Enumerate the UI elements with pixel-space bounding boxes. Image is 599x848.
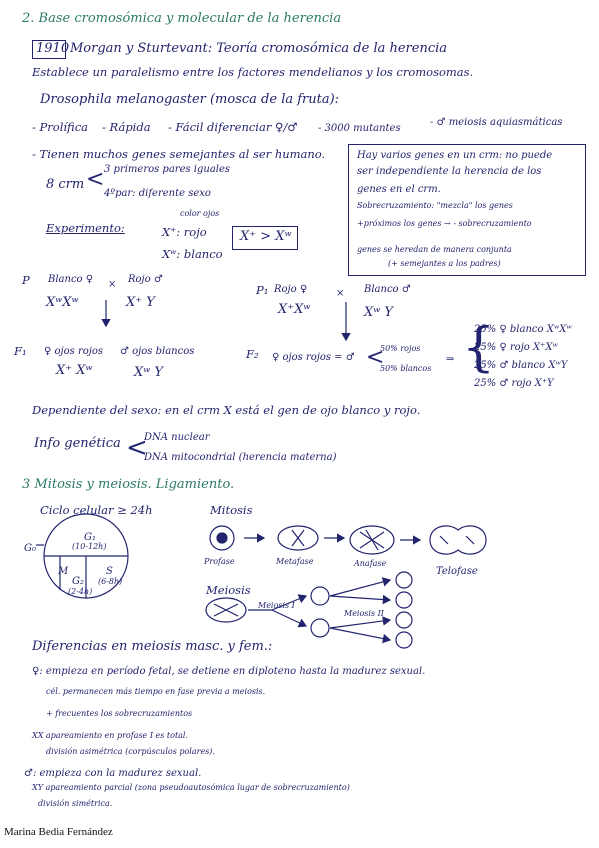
section-3-heading: 3 Mitosis y meiosis. Ligamiento. xyxy=(22,477,235,492)
m-label: M xyxy=(58,566,69,577)
genetic-info-label: Info genética xyxy=(34,436,121,451)
trait-mutants: - 3000 mutantes xyxy=(318,123,401,134)
left-p-male-geno: X⁺ Y xyxy=(126,295,155,310)
mitosis-label: Mitosis xyxy=(210,503,253,517)
genetic-info-mito: DNA mitocondrial (herencia materna) xyxy=(144,452,337,463)
g0-label: G₀ xyxy=(24,543,36,554)
note-line-3: genes en el crm. xyxy=(357,184,441,195)
left-f1-male-geno: Xʷ Y xyxy=(134,365,163,380)
meiosis-diagram xyxy=(206,572,412,648)
meiosis-1-label: Meiosis I xyxy=(258,601,295,610)
eye-color-label: color ojos xyxy=(180,209,220,218)
result-2: 25% ♀ rojo X⁺Xʷ xyxy=(474,342,558,353)
theory-title: Morgan y Sturtevant: Teoría cromosómica de la herencia xyxy=(70,41,448,56)
left-times: × xyxy=(108,279,117,290)
diff-line-4: XX apareamiento en profase I es total. xyxy=(32,731,189,740)
right-p-female-geno: X⁺Xʷ xyxy=(278,302,311,317)
right-p-label: P₁ xyxy=(256,283,269,297)
right-times: × xyxy=(336,288,345,299)
result-1: 25% ♀ blanco XʷXʷ xyxy=(474,324,572,335)
sex-linked-text: Dependiente del sexo: en el crm X está el gen de ojo blanco y rojo. xyxy=(32,403,421,417)
section-2-heading: 2. Base cromosómica y molecular de la herencia xyxy=(22,11,342,26)
crm-line-1: 3 primeros pares iguales xyxy=(104,164,231,175)
diff-line-7: XY apareamiento parcial (zona pseudoautosómica lugar de sobrecruzamiento) xyxy=(32,783,350,792)
results-brace: { xyxy=(462,318,496,378)
note-line-6: genes se heredan de manera conjunta xyxy=(357,245,512,254)
prophase-cell-icon xyxy=(210,526,234,550)
g1-label: G₁ xyxy=(84,532,96,543)
left-p-male: Rojo ♂ xyxy=(128,274,163,285)
year: 1910 xyxy=(36,41,70,56)
genetic-info-nuclear: DNA nuclear xyxy=(144,432,210,443)
right-p-female: Rojo ♀ xyxy=(274,284,308,295)
diff-line-2: cél. permanecen más tiempo en fase previa a meiosis. xyxy=(46,687,266,696)
mitosis-diagram xyxy=(210,526,486,554)
left-p-label: P xyxy=(22,273,30,287)
left-p-female-geno: XʷXʷ xyxy=(46,295,79,310)
dominance-text: X⁺ > Xʷ xyxy=(240,229,292,244)
note-line-2: ser independiente la herencia de los xyxy=(357,166,542,177)
s-time: (6-8h) xyxy=(98,577,123,586)
note-line-4: Sobrecruzamiento: "mezcla" los genes xyxy=(357,201,513,210)
anaphase-cell-icon xyxy=(350,526,394,554)
cell-cycle-label: Ciclo celular ≥ 24h xyxy=(40,503,153,517)
meiosis-2-label: Meiosis II xyxy=(344,609,384,618)
diff-line-8: división simétrica. xyxy=(38,799,113,808)
meiosis-label: Meiosis xyxy=(206,583,251,597)
crm-brace: < xyxy=(86,167,105,192)
x-white-allele: Xʷ: blanco xyxy=(162,247,223,261)
note-line-5: +próximos los genes → - sobrecruzamiento xyxy=(357,219,532,228)
trait-fast: - Rápida xyxy=(102,120,151,134)
s-label: S xyxy=(106,566,113,577)
crm-count: 8 crm xyxy=(46,177,85,192)
f2-split-white: 50% blancos xyxy=(380,364,432,373)
metaphase-cell-icon xyxy=(278,526,318,550)
experiment-label: Experimento: xyxy=(46,221,125,235)
differences-title: Diferencias en meiosis masc. y fem.: xyxy=(32,639,273,654)
telophase-cell-icon xyxy=(430,526,486,554)
note-line-1: Hay varios genes en un crm: no puede xyxy=(357,150,553,161)
result-4: 25% ♂ rojo X⁺Y xyxy=(474,378,554,389)
organism-title: Drosophila melanogaster (mosca de la fruta): xyxy=(40,92,340,107)
g1-time: (10-12h) xyxy=(72,542,107,551)
diff-line-3: + frecuentes los sobrecruzamientos xyxy=(46,709,193,718)
note-line-7: (+ semejantes a los padres) xyxy=(388,259,501,268)
phase-anaphase: Anafase xyxy=(354,559,387,568)
phase-prophase: Profase xyxy=(204,557,235,566)
author-footer: Marina Bedia Fernández xyxy=(4,826,113,838)
f2-brace: < xyxy=(366,345,385,370)
many-genes-text: - Tienen muchos genes semejantes al ser humano. xyxy=(32,147,326,161)
g2-time: (2-4h) xyxy=(68,587,93,596)
left-f1-male: ♂ ojos blancos xyxy=(120,346,195,357)
phase-metaphase: Metafase xyxy=(276,557,314,566)
diff-line-1: ♀: empieza en período fetal, se detiene en diploteno hasta la madurez sexual. xyxy=(32,666,426,677)
cell-cycle-diagram xyxy=(36,514,128,598)
genetic-info-brace: < xyxy=(126,433,148,463)
right-f2-label: F₂ xyxy=(246,347,259,361)
left-f1-female: ♀ ojos rojos xyxy=(44,346,103,357)
phase-telophase: Telofase xyxy=(436,566,478,577)
right-p-male: Blanco ♂ xyxy=(364,284,411,295)
g2-label: G₂ xyxy=(72,576,84,587)
diff-line-5: división asimétrica (corpúsculos polares). xyxy=(46,747,215,756)
left-f1-female-geno: X⁺ Xʷ xyxy=(56,363,93,378)
trait-sex-difference: - Fácil diferenciar ♀/♂ xyxy=(168,120,298,134)
crm-line-2: 4ºpar: diferente sexo xyxy=(104,188,211,199)
left-f1-label: F₁ xyxy=(14,344,27,358)
result-3: 25% ♂ blanco XʷY xyxy=(474,360,568,371)
left-p-female: Blanco ♀ xyxy=(48,274,94,285)
right-f2-text: ♀ ojos rojos = ♂ xyxy=(272,352,355,363)
x-red-allele: X⁺: rojo xyxy=(162,225,207,239)
implies-arrow: ⇒ xyxy=(446,354,455,365)
f2-split-red: 50% rojos xyxy=(380,344,421,353)
right-p-male-geno: Xʷ Y xyxy=(364,305,393,320)
trait-prolific: - Prolífica xyxy=(32,120,89,134)
establishes-text: Establece un paralelismo entre los factores mendelianos y los cromosomas. xyxy=(32,65,474,79)
trait-male-meiosis: - ♂ meiosis aquiasmáticas xyxy=(430,117,563,128)
diff-line-6: ♂: empieza con la madurez sexual. xyxy=(24,768,202,779)
